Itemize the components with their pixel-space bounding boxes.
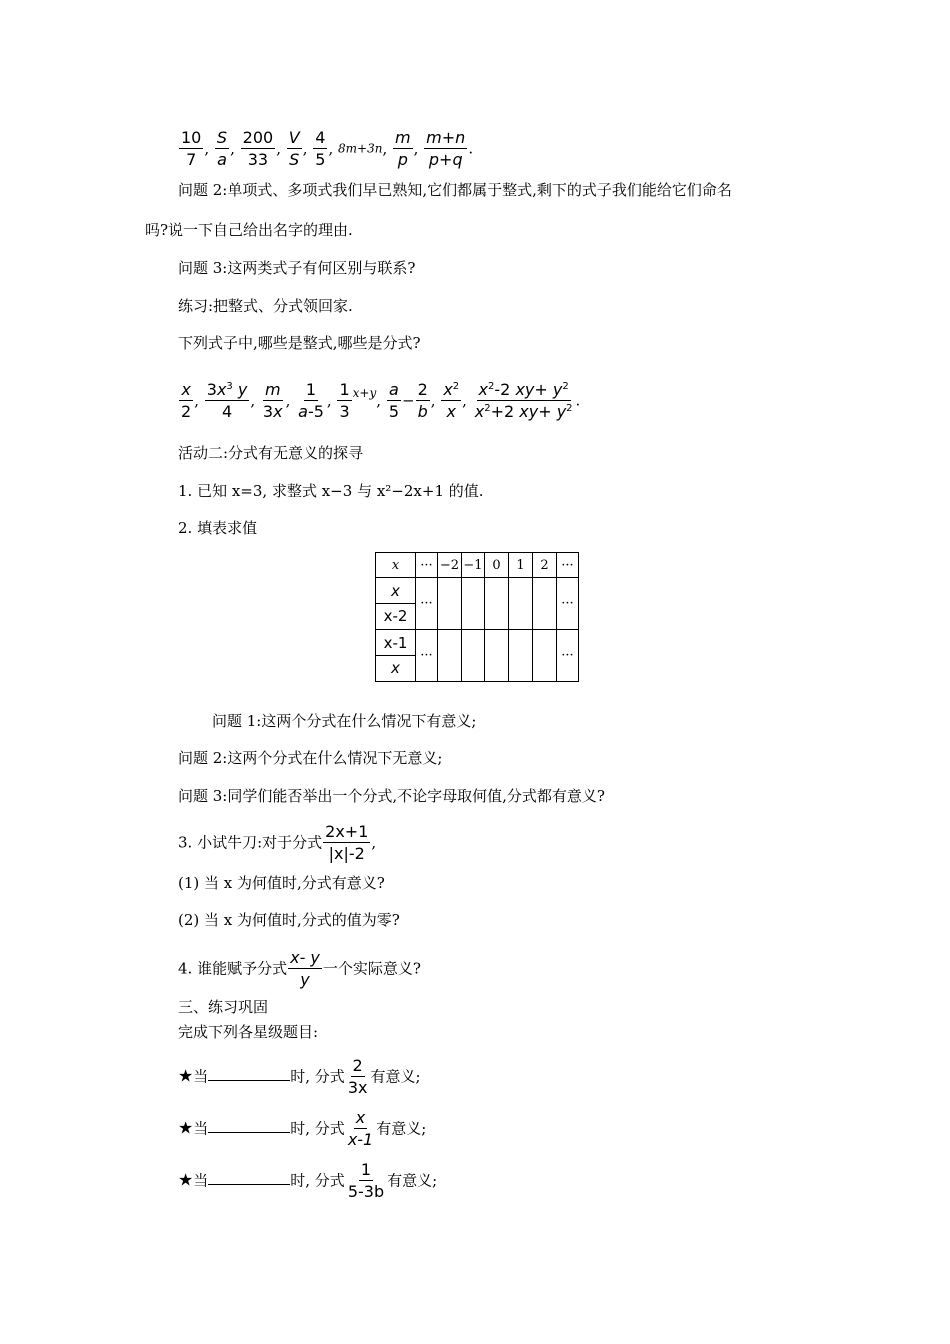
fraction: $\frac{1}{a-5}$ xyxy=(298,380,324,421)
table-cell xyxy=(509,578,533,630)
fraction: $\frac{a}{5}$ xyxy=(388,380,399,421)
table-cell xyxy=(438,630,462,682)
table-cell xyxy=(485,630,509,682)
question-2-line-1: 问题 2:单项式、多项式我们早已熟知,它们都属于整式,剩下的式子我们能给它们命名 xyxy=(178,181,732,199)
fraction: $\frac{2}{b}$ xyxy=(417,380,428,421)
practice-heading: 练习:把整式、分式领回家. xyxy=(178,297,353,315)
table-row xyxy=(376,630,579,682)
star-row-1: ★当 时, 分式 $\frac{2}{3x}$ 有意义; xyxy=(178,1056,421,1097)
table-cell: 0 xyxy=(485,553,509,578)
table-question-2: 问题 2:这两个分式在什么情况下无意义; xyxy=(178,749,443,767)
fraction: $\frac{200}{33}$ xyxy=(242,128,274,169)
table-cell xyxy=(485,578,509,630)
star-icon: ★ xyxy=(178,1118,194,1139)
table-cell: ··· xyxy=(557,630,579,682)
table-cell xyxy=(533,630,557,682)
fraction: $\frac{x}{2}$ xyxy=(181,380,192,421)
fraction: $\frac{3x^3 y}{4}$ xyxy=(206,380,248,421)
table-cell: −1 xyxy=(462,553,485,578)
fraction: $\frac{2x+1}{|x|-2}$ xyxy=(325,822,369,863)
fraction: $\frac{m+n}{p+q}$ xyxy=(426,128,466,169)
fraction: $\frac{x^2}{x}$ xyxy=(443,380,460,421)
item-3: 3. 小试牛刀:对于分式 $\frac{2x+1}{|x|-2}$ , xyxy=(178,822,377,863)
expression-list-2: $\frac{x}{2}$ , $\frac{3x^3 y}{4}$ , $\frac{m}{3x}$ , $\frac{1}{a-5}$ , $\frac{1}{3}$ $^{x+y}$, $\frac{a}{5}$ − $\frac{2}{b}$ , $\frac{x^2}{x}$ , $\frac{x^2-2 xy+ y^2}{x^2+2 xy+ y^2}$ . xyxy=(181,380,581,421)
table-cell: 2 xyxy=(533,553,557,578)
which-question: 下列式子中,哪些是整式,哪些是分式? xyxy=(178,334,421,352)
star-row-3: ★当 时, 分式 $\frac{1}{5-3b}$ 有意义; xyxy=(178,1160,438,1201)
fraction: $\frac{x}{x-1}$ xyxy=(347,1108,374,1149)
fraction: $\frac{4}{5}$ xyxy=(315,128,326,169)
fraction: $\frac{10}{7}$ xyxy=(181,128,202,169)
table-cell xyxy=(533,578,557,630)
question-2-line-2: 吗?说一下自己给出名字的理由. xyxy=(145,221,353,239)
value-table xyxy=(375,552,579,682)
question-3: 问题 3:这两类式子有何区别与联系? xyxy=(178,259,416,277)
table-row xyxy=(376,553,579,578)
star-icon: ★ xyxy=(178,1066,194,1087)
table-cell xyxy=(462,630,485,682)
fraction: $\frac{x^2-2 xy+ y^2}{x^2+2 xy+ y^2}$ xyxy=(474,380,573,421)
section-3-heading: 三、练习巩固 xyxy=(178,998,269,1016)
table-question-1: 问题 1:这两个分式在什么情况下有意义; xyxy=(212,712,477,730)
table-cell: −2 xyxy=(438,553,462,578)
star-icon: ★ xyxy=(178,1170,194,1191)
table-row xyxy=(376,578,579,630)
table-cell: x x-2 xyxy=(376,578,416,630)
expression-list-1: $\frac{10}{7}$ , $\frac{S}{a}$ , $\frac{200}{33}$ , $\frac{V}{S}$ , $\frac{4}{5}$ , 8m+3n, $\frac{m}{p}$ , $\frac{m+n}{p+q}$ . xyxy=(181,128,474,169)
answer-blank[interactable] xyxy=(208,1118,290,1133)
star-row-2: ★当 时, 分式 $\frac{x}{x-1}$ 有意义; xyxy=(178,1108,427,1149)
table-cell: ··· xyxy=(557,578,579,630)
item-2: 2. 填表求值 xyxy=(178,519,258,537)
table-cell: x xyxy=(376,553,416,578)
table-question-3: 问题 3:同学们能否举出一个分式,不论字母取何值,分式都有意义? xyxy=(178,787,605,805)
inline-expression: 8m+3n xyxy=(338,141,383,156)
table-cell: ··· xyxy=(416,630,438,682)
sub-question-1: (1) 当 x 为何值时,分式有意义? xyxy=(178,874,385,892)
sub-question-2: (2) 当 x 为何值时,分式的值为零? xyxy=(178,911,400,929)
fraction: $\frac{1}{3}$ xyxy=(339,380,350,421)
fraction: $\frac{x- y}{y}$ xyxy=(290,948,320,989)
table-cell: 1 xyxy=(509,553,533,578)
table-cell xyxy=(509,630,533,682)
fraction: $\frac{m}{p}$ xyxy=(395,128,411,169)
item-1: 1. 已知 x=3, 求整式 x−3 与 x²−2x+1 的值. xyxy=(178,482,484,500)
table-cell xyxy=(438,578,462,630)
table-cell xyxy=(462,578,485,630)
fraction: $\frac{1}{5-3b}$ xyxy=(347,1160,385,1201)
table-cell: ··· xyxy=(557,553,579,578)
item-4: 4. 谁能赋予分式 $\frac{x- y}{y}$ 一个实际意义? xyxy=(178,948,421,989)
table-cell: x-1 x xyxy=(376,630,416,682)
complete-instruction: 完成下列各星级题目: xyxy=(178,1023,319,1041)
activity-2-heading: 活动二:分式有无意义的探寻 xyxy=(178,444,364,462)
fraction: $\frac{2}{3x}$ xyxy=(347,1056,368,1097)
fraction: $\frac{m}{3x}$ xyxy=(262,380,283,421)
answer-blank[interactable] xyxy=(208,1170,290,1185)
fraction: $\frac{S}{a}$ xyxy=(216,128,228,169)
table-cell: ··· xyxy=(416,553,438,578)
answer-blank[interactable] xyxy=(208,1066,290,1081)
table-cell: ··· xyxy=(416,578,438,630)
fraction: $\frac{V}{S}$ xyxy=(288,128,300,169)
